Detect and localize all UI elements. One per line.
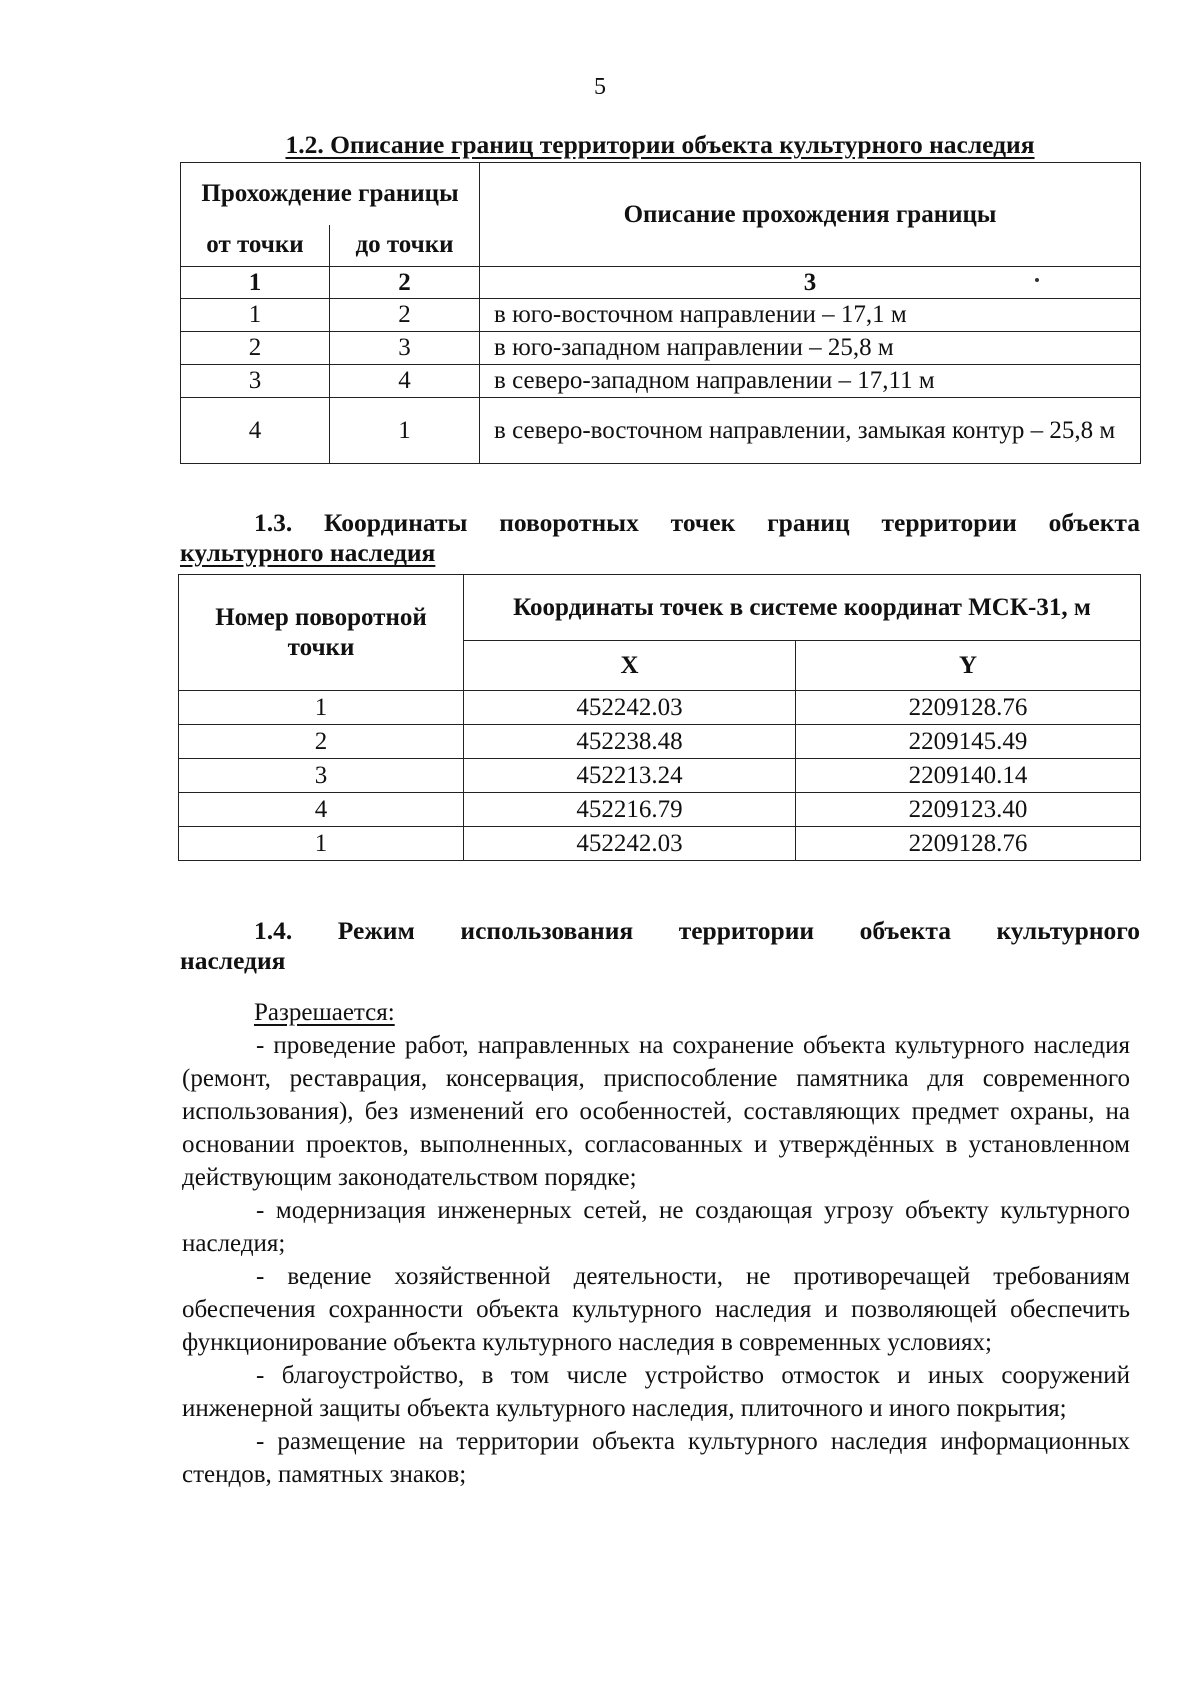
from-point-cell: 3 — [181, 365, 330, 398]
allowed-item: - ведение хозяйственной деятельности, не противоречащей требованиям обеспечения сохранности объекта культурного наследия и позволяющей обеспечить функционирование объекта культурного наследия в современных условиях; — [182, 1263, 1130, 1356]
section-1-3-title — [180, 508, 1140, 568]
column-number: 2 — [330, 267, 480, 299]
section-1-2-title: 1.2. Описание границ территории объекта культурного наследия — [285, 130, 1035, 159]
point-number-cell: 1 — [179, 691, 464, 725]
to-point-cell: 3 — [330, 332, 480, 365]
x-cell: 452242.03 — [464, 691, 796, 725]
to-point-cell: 1 — [330, 398, 480, 464]
header-to-point: до точки — [330, 225, 480, 267]
from-point-cell: 2 — [181, 332, 330, 365]
point-number-cell: 4 — [179, 793, 464, 827]
allowed-label: Разрешается: — [254, 999, 395, 1026]
y-cell: 2209128.76 — [796, 827, 1141, 861]
description-cell: в северо-восточном направлении, замыкая контур – 25,8 м — [480, 398, 1141, 464]
from-point-cell: 1 — [181, 299, 330, 332]
y-cell: 2209145.49 — [796, 725, 1141, 759]
header-coordinates: Координаты точек в системе координат МСК-31, м — [464, 575, 1141, 641]
point-number-cell: 1 — [179, 827, 464, 861]
from-point-cell: 4 — [181, 398, 330, 464]
y-cell: 2209140.14 — [796, 759, 1141, 793]
allowed-item: - размещение на территории объекта культурного наследия информационных стендов, памятных знаков; — [182, 1428, 1130, 1488]
section-1-4-title-line1: 1.4. Режим использования территории объекта культурного — [254, 916, 1140, 945]
description-cell: в юго-восточном направлении – 17,1 м — [480, 299, 1141, 332]
description-cell: в юго-западном направлении – 25,8 м — [480, 332, 1141, 365]
table-row — [179, 827, 1141, 861]
x-cell: 452213.24 — [464, 759, 796, 793]
header-y: Y — [796, 641, 1141, 691]
table-row — [181, 299, 1141, 332]
point-number-cell: 3 — [179, 759, 464, 793]
to-point-cell: 2 — [330, 299, 480, 332]
header-boundary-description: Описание прохождения границы — [480, 163, 1141, 267]
x-cell: 452216.79 — [464, 793, 796, 827]
to-point-cell: 4 — [330, 365, 480, 398]
stray-mark — [1035, 278, 1039, 282]
table-row — [181, 332, 1141, 365]
description-cell: в северо-западном направлении – 17,11 м — [480, 365, 1141, 398]
boundary-description-table — [180, 162, 1141, 464]
coordinates-table — [178, 574, 1141, 861]
table-row — [179, 759, 1141, 793]
usage-regime-body — [182, 996, 1130, 1491]
header-from-point: от точки — [181, 225, 330, 267]
table-row — [181, 398, 1141, 464]
header-x: X — [464, 641, 796, 691]
section-1-4-title — [180, 916, 1140, 976]
section-1-3-title-line2: культурного наследия — [180, 538, 436, 567]
section-1-4-title-line2: наследия — [180, 946, 286, 975]
y-cell: 2209128.76 — [796, 691, 1141, 725]
column-number: 1 — [181, 267, 330, 299]
page-number: 5 — [594, 74, 606, 100]
point-number-cell: 2 — [179, 725, 464, 759]
allowed-item: - модернизация инженерных сетей, не создающая угрозу объекту культурного наследия; — [182, 1197, 1130, 1257]
x-cell: 452242.03 — [464, 827, 796, 861]
allowed-item: - проведение работ, направленных на сохранение объекта культурного наследия (ремонт, реставрация, консервация, приспособление памятника для современного использования), без изменений его особенностей, составляющих предмет охраны, на основании проектов, выполненных, согласованных и утверждённых в установленном действующим законодательством порядке; — [182, 1032, 1130, 1191]
table-row — [179, 691, 1141, 725]
table-row — [181, 365, 1141, 398]
header-boundary-pass: Прохождение границы — [181, 163, 480, 225]
y-cell: 2209123.40 — [796, 793, 1141, 827]
table-row — [179, 725, 1141, 759]
column-number: 3 — [480, 267, 1141, 299]
allowed-item: - благоустройство, в том числе устройство отмосток и иных сооружений инженерной защиты объекта культурного наследия, плиточного и иного покрытия; — [182, 1362, 1130, 1422]
x-cell: 452238.48 — [464, 725, 796, 759]
header-point-number: Номер поворотной точки — [179, 575, 464, 691]
table-row — [179, 793, 1141, 827]
section-1-3-title-line1: 1.3. Координаты поворотных точек границ территории объекта — [254, 508, 1140, 537]
